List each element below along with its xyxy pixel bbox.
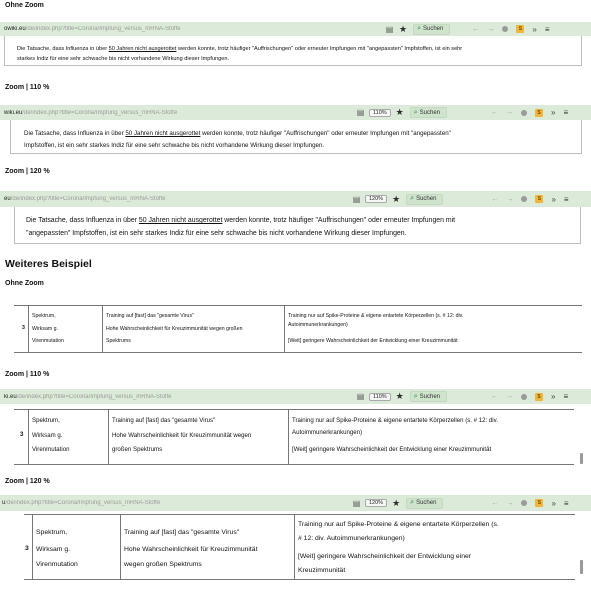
browser-toolbar [0,22,591,36]
reader-view-icon[interactable]: ▤ [356,392,365,401]
example-title: Weiteres Beispiel [5,258,92,270]
extension-icon[interactable]: S [516,25,524,33]
comparison-table [14,305,582,353]
extension-dot-icon[interactable] [521,196,527,202]
menu-icon[interactable]: ≡ [563,108,569,117]
url-bar[interactable] [0,394,172,400]
search-label: Suchen [416,500,437,506]
section-heading: Zoom | 120 % [5,168,50,175]
underlined-link[interactable]: 50 Jahren nicht ausgerottet [138,217,223,224]
zoom-badge[interactable]: 120% [365,195,387,203]
comparison-table [24,514,575,580]
zoom-badge[interactable]: 110% [369,393,391,401]
menu-icon[interactable]: ≡ [544,24,550,34]
paragraph [17,44,462,64]
search-box[interactable] [410,107,447,118]
row-number: 3 [22,325,25,331]
paragraph-line-1: Die Tatsache, dass Influenza in über 50 Jahren nicht ausgerottet werden konnte, trotz häufiger "Auffrischungen" oder erneuter Impfungen mit "angepassten" Impfstoffen, ist ein sehr [17,46,463,52]
scrollbar-thumb[interactable] [580,560,583,574]
back-arrow-icon[interactable]: ← [491,109,499,116]
reader-view-icon[interactable]: ▤ [352,194,361,204]
bookmark-star-icon[interactable]: ★ [399,23,408,34]
row-number: 3 [20,431,24,438]
search-icon: ⌕ [413,392,418,400]
forward-arrow-icon[interactable]: → [506,195,514,203]
zoom-badge[interactable]: 110% [369,109,391,117]
paragraph [24,128,451,152]
underlined-link[interactable]: 50 Jahren nicht ausgerottet [108,46,177,52]
extension-icon[interactable]: S [535,195,543,203]
browser-toolbar [0,191,591,207]
menu-icon[interactable]: ≡ [563,498,569,508]
table-cell: Training auf [fast] das "gesamte Virus" Hohe Wahrscheinlichkeit für Kreuzimmunität wegen großen Spektrums [108,409,288,465]
reader-view-icon[interactable]: ▤ [385,24,394,34]
url-path: /de/index.php?title=Corona/Impfung_versus_mRNA-Stoffe [22,109,178,116]
url-bar[interactable] [0,500,160,506]
comparison-table [14,409,574,465]
search-icon: ⌕ [417,25,421,32]
table-cell: Training nur auf Spike-Proteine & eigene entartete Körperzellen (s. # 12: div. Autoimmunerkrankungen) [Weit] geringere Wahrscheinlichkeit der Entwicklung einer Kreuzimmunität [284,305,582,353]
paragraph [26,214,455,240]
reader-view-icon[interactable]: ▤ [356,108,365,117]
browser-toolbar [0,389,591,404]
scrollbar-thumb[interactable] [580,453,583,464]
table-cell: Spektrum, Wirksam g. Virenmutation [28,409,108,465]
paragraph-line-1: Die Tatsache, dass Influenza in über 50 Jahren nicht ausgerottet werden konnte, trotz häufiger "Auffrischungen" oder erneuter Impfungen mit [26,217,456,224]
search-label: Suchen [419,393,441,400]
menu-icon[interactable]: ≡ [563,194,569,204]
extension-dot-icon[interactable] [521,394,527,400]
extension-icon[interactable]: S [535,499,543,507]
search-label: Suchen [416,196,437,202]
back-arrow-icon[interactable]: ← [472,25,480,33]
overflow-chevron-icon[interactable]: » [551,392,556,401]
overflow-chevron-icon[interactable]: » [551,194,556,204]
url-path: /de/index.php?title=Corona/Impfung_versus_mRNA-Stoffe [5,500,161,506]
section-heading: Ohne Zoom [5,2,44,9]
back-arrow-icon[interactable]: ← [491,499,499,507]
url-host: ki.eu [4,393,17,400]
overflow-chevron-icon[interactable]: » [551,108,556,117]
section-heading: Zoom | 110 % [5,371,50,378]
back-arrow-icon[interactable]: ← [491,393,499,400]
bookmark-star-icon[interactable]: ★ [395,107,404,117]
table-cell: Spektrum, Wirksam g. Virenmutation [32,514,120,580]
paragraph-line-1: Die Tatsache, dass Influenza in über 50 Jahren nicht ausgerottet werden konnte, trotz häufiger "Auffrischungen" oder erneuter Impfungen mit "angepassten" [24,130,451,137]
paragraph-line-2: starkes Indiz für eine sehr schwache bis nicht vorhandene Wirkung dieser Impfungen. [17,56,230,62]
search-icon: ⌕ [413,108,418,116]
forward-arrow-icon[interactable]: → [487,25,495,33]
search-icon: ⌕ [410,499,415,506]
overflow-chevron-icon[interactable]: » [532,24,537,34]
forward-arrow-icon[interactable]: → [506,109,514,116]
table-cell: Training auf [fast] das "gesamte Virus" Hohe Wahrscheinlichkeit für Kreuzimmunität wegen großen Spektrums [102,305,284,353]
paragraph-line-2: "angepassten" Impfstoffen, ist ein sehr starkes Indiz für eine sehr schwache bis nicht vorhandene Wirkung dieser Impfungen. [26,230,407,237]
extension-icon[interactable]: S [535,109,543,117]
search-box[interactable] [406,194,443,205]
search-box[interactable] [413,24,450,35]
table-cell: Training nur auf Spike-Proteine & eigene entartete Körperzellen (s. # 12: div. Autoimmunerkrankungen) [Weit] geringere Wahrscheinlichkeit der Entwicklung einer Kreuzimmunität [288,409,574,465]
back-arrow-icon[interactable]: ← [491,195,499,203]
table-cell: Spektrum, Wirksam g. Virenmutation [28,305,102,353]
url-bar[interactable] [0,26,181,32]
forward-arrow-icon[interactable]: → [506,393,514,400]
table-cell: Training auf [fast] das "gesamte Virus" Hohe Wahrscheinlichkeit für Kreuzimmunität wegen großen Spektrums [120,514,294,580]
url-bar[interactable] [0,196,166,202]
search-box[interactable] [406,498,443,509]
section-heading: Zoom | 110 % [5,84,50,91]
overflow-chevron-icon[interactable]: » [551,498,556,508]
forward-arrow-icon[interactable]: → [506,499,514,507]
url-path: /de/index.php?title=Corona/Impfung_versus_mRNA-Stoffe [25,26,181,32]
browser-toolbar [0,105,591,120]
bookmark-star-icon[interactable]: ★ [395,391,404,401]
bookmark-star-icon[interactable]: ★ [392,193,401,204]
bookmark-star-icon[interactable]: ★ [392,497,401,508]
search-box[interactable] [410,391,447,402]
zoom-badge[interactable]: 120% [365,499,387,507]
url-path: /de/index.php?title=Corona/Impfung_versus_mRNA-Stoffe [10,196,166,202]
extension-dot-icon[interactable] [521,500,527,506]
url-host: wiki.eu [4,109,23,116]
table-cell: Training nur auf Spike-Proteine & eigene entartete Körperzellen (s. # 12: div. Autoimmunerkrankungen) [Weit] geringere Wahrscheinlichkeit der Entwicklung einer Kreuzimmunität [294,514,575,580]
underlined-link[interactable]: 50 Jahren nicht ausgerottet [125,130,201,137]
section-heading: Ohne Zoom [5,280,44,287]
browser-toolbar [0,495,591,511]
url-path: /de/index.php?title=Corona/Impfung_versus_mRNA-Stoffe [16,393,172,400]
url-host: u [2,500,6,506]
extension-dot-icon[interactable] [502,26,508,32]
search-label: Suchen [419,109,441,116]
extension-dot-icon[interactable] [521,110,527,116]
url-bar[interactable] [0,110,177,116]
extension-icon[interactable]: S [535,393,543,401]
url-host: owiki.eu [4,26,26,32]
search-label: Suchen [423,26,444,32]
url-host: eu [4,196,11,202]
section-heading: Zoom | 120 % [5,478,50,485]
paragraph-line-2: Impfstoffen, ist ein sehr starkes Indiz für eine sehr schwache bis nicht vorhandene Wirkung dieser Impfungen. [24,142,325,149]
search-icon: ⌕ [410,195,415,202]
row-number: 3 [25,545,29,552]
reader-view-icon[interactable]: ▤ [352,498,361,508]
menu-icon[interactable]: ≡ [563,392,569,401]
